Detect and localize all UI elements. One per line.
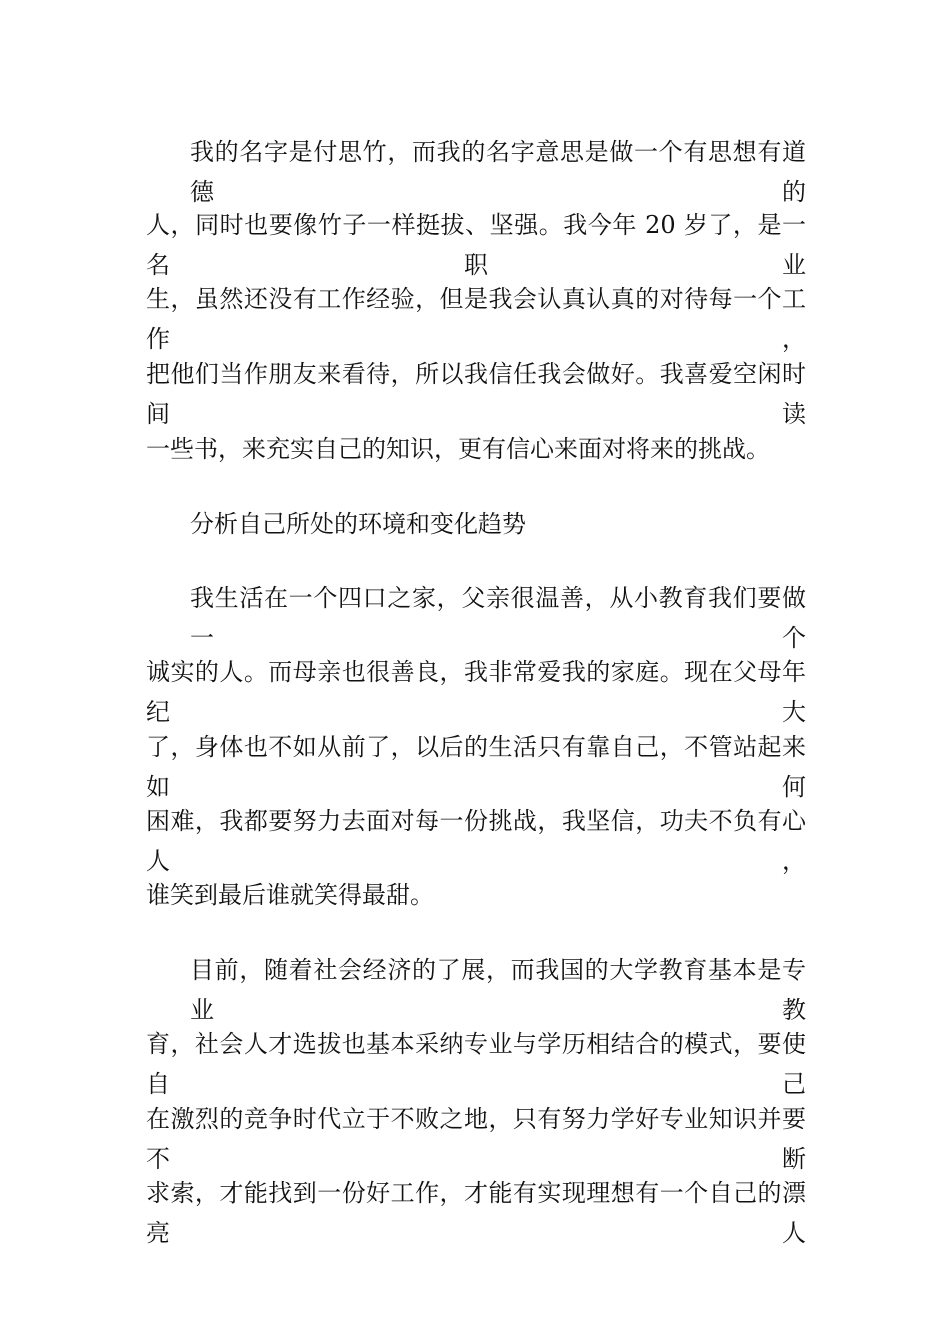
text-line: 生，虽然还没有工作经验，但是我会认真认真的对待每一个工作， xyxy=(146,285,806,353)
paragraph-line xyxy=(0,1024,950,1098)
paragraph-line xyxy=(0,429,950,469)
paragraph-line xyxy=(0,578,950,652)
text-line: 困难，我都要努力去面对每一份挑战，我坚信，功夫不负有心人， xyxy=(146,807,806,875)
heading-text: 分析自己所处的环境和变化趋势 xyxy=(190,510,526,538)
paragraph-line xyxy=(0,205,950,279)
paragraph-line xyxy=(0,279,950,353)
text-line: 育，社会人才选拔也基本采纳专业与学历相结合的模式，要使自己 xyxy=(146,1030,806,1098)
paragraph-line xyxy=(0,875,950,915)
text-line: 诚实的人。而母亲也很善良，我非常爱我的家庭。现在父母年纪大 xyxy=(146,658,806,726)
paragraph-line xyxy=(0,950,950,1024)
text-line: 我生活在一个四口之家，父亲很温善，从小教育我们要做一个 xyxy=(190,584,806,652)
paragraph-line xyxy=(0,801,950,875)
paragraph-line xyxy=(0,1173,950,1247)
text-line: 谁笑到最后谁就笑得最甜。 xyxy=(146,881,434,909)
text-line: 我的名字是付思竹，而我的名字意思是做一个有思想有道德的 xyxy=(190,138,806,206)
paragraph-line xyxy=(0,727,950,801)
paragraph-line xyxy=(0,354,950,428)
text-line: 在激烈的竞争时代立于不败之地，只有努力学好专业知识并要不断 xyxy=(146,1105,806,1173)
section-heading xyxy=(0,504,950,544)
text-line: 求索，才能找到一份好工作，才能有实现理想有一个自己的漂亮人 xyxy=(146,1179,806,1247)
text-line: 把他们当作朋友来看待，所以我信任我会做好。我喜爱空闲时间读 xyxy=(146,360,806,428)
text-line: 人，同时也要像竹子一样挺拔、坚强。我今年 20 岁了，是一名职业 xyxy=(146,211,806,279)
paragraph-line xyxy=(0,1099,950,1173)
paragraph-line xyxy=(0,652,950,726)
text-line: 了，身体也不如从前了，以后的生活只有靠自己，不管站起来如何 xyxy=(146,733,806,801)
text-line: 一些书，来充实自己的知识，更有信心来面对将来的挑战。 xyxy=(146,435,770,463)
text-line: 目前，随着社会经济的了展，而我国的大学教育基本是专业教 xyxy=(190,956,806,1024)
paragraph-line xyxy=(0,132,950,206)
